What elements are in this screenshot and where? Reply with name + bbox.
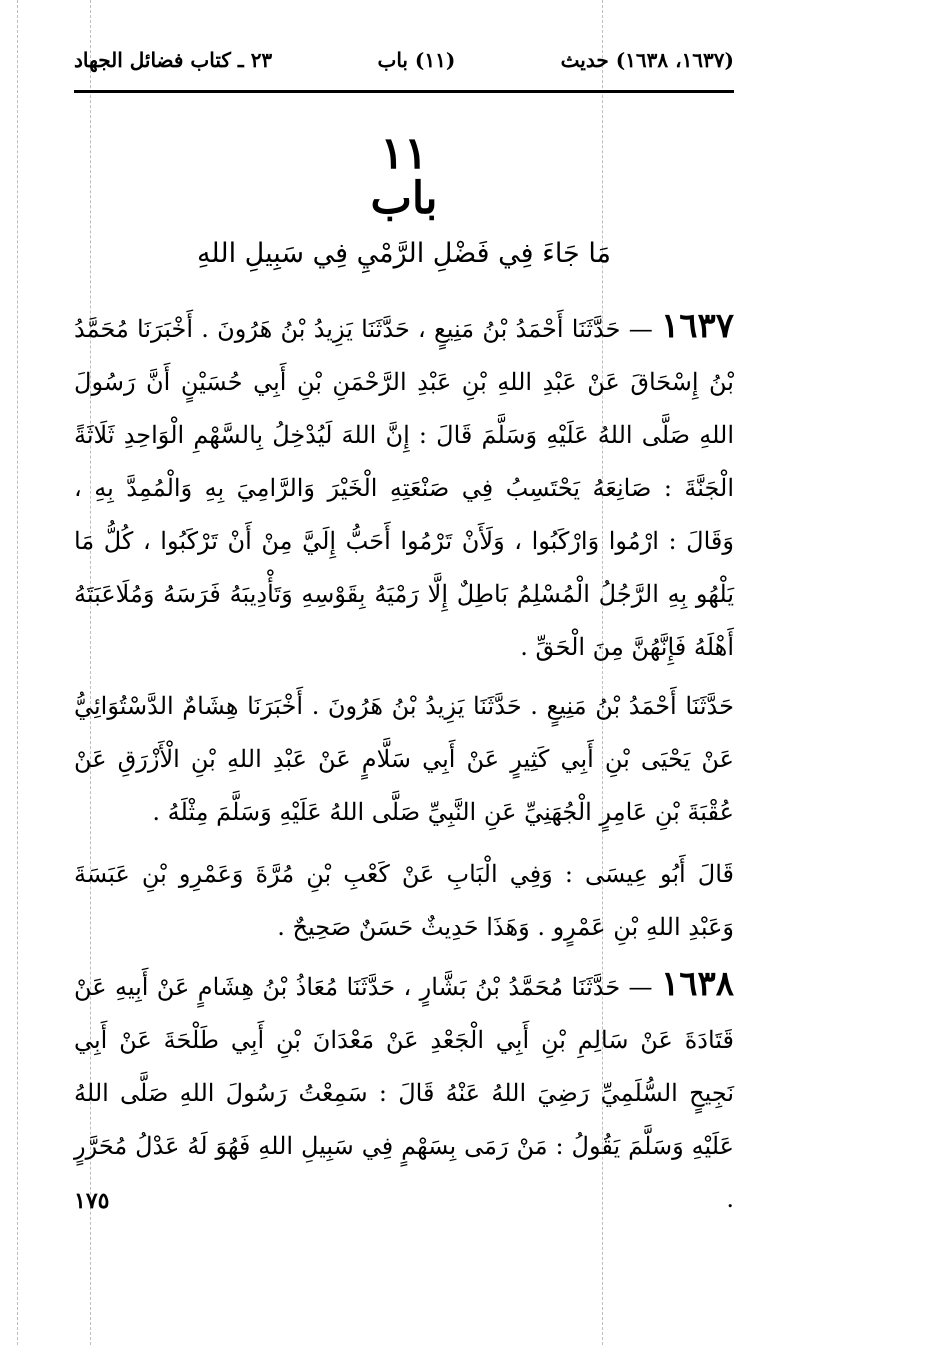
chapter-heading: باب (370, 173, 438, 224)
header-book-title: ٢٣ ـ كتاب فضائل الجهاد (74, 48, 273, 72)
chain-paragraph: حَدَّثَنَا أَحْمَدُ بْنُ مَنِيعٍ . حَدَّثَنَا يَزِيدُ بْنُ هَرُونَ . أَخْبَرَنَا هِشَامٌ الدَّسْتُوَائِيُّ عَنْ يَحْيَى بْنِ أَبِي كَثِيرٍ عَنْ أَبِي سَلَّامٍ عَنْ عَبْدِ اللهِ بْنِ الْأَزْرَقِ عَنْ عُقْبَةَ بْنِ عَامِرٍ الْجُهَنِيِّ عَنِ النَّبِيِّ صَلَّى اللهُ عَلَيْهِ وَسَلَّمَ مِثْلَهُ . (74, 692, 734, 826)
book-page (74, 0, 734, 1345)
hadith-number: ١٦٣٨ (660, 964, 734, 1004)
hadith-paragraph (74, 958, 734, 1226)
hadith-paragraph (74, 300, 734, 674)
chapter-number: ١١ (380, 128, 428, 179)
header-hadith-range: (١٦٣٧، ١٦٣٨) حديث (560, 48, 734, 72)
page-number: ١٧٥ (74, 1188, 110, 1214)
chapter-title: مَا جَاءَ فِي فَضْلِ الرَّمْيِ فِي سَبِيلِ اللهِ (196, 238, 612, 269)
header-chapter: (١١) باب (377, 48, 456, 72)
hadith-text: — حَدَّثَنَا مُحَمَّدُ بْنُ بَشَّارٍ ، حَدَّثَنَا مُعَاذُ بْنُ هِشَامٍ عَنْ أَبِيهِ عَنْ قَتَادَةَ عَنْ سَالِمِ بْنِ أَبِي الْجَعْدِ عَنْ مَعْدَانَ بْنِ أَبِي طَلْحَةَ عَنْ أَبِي نَجِيحٍ السُّلَمِيِّ رَضِيَ اللهُ عَنْهُ قَالَ : سَمِعْتُ رَسُولَ اللهِ صَلَّى اللهُ عَلَيْهِ وَسَلَّمَ يَقُولُ : مَنْ رَمَى بِسَهْمٍ فِي سَبِيلِ اللهِ فَهُوَ لَهُ عَدْلُ مُحَرَّرٍ . (74, 973, 734, 1213)
hadith-number: ١٦٣٧ (660, 306, 734, 346)
running-header (74, 40, 734, 80)
commentary-paragraph: قَالَ أَبُو عِيسَى : وَفِي الْبَابِ عَنْ كَعْبِ بْنِ مُرَّةَ وَعَمْرِو بْنِ عَبَسَةَ وَعَبْدِ اللهِ بْنِ عَمْرٍو . وَهَذَا حَدِيثٌ حَسَنٌ صَحِيحٌ . (74, 860, 734, 941)
header-rule (74, 90, 734, 93)
scan-guide-line (17, 0, 18, 1345)
hadith-text: — حَدَّثَنَا أَحْمَدُ بْنُ مَنِيعٍ ، حَدَّثَنَا يَزِيدُ بْنُ هَرُونَ . أَخْبَرَنَا مُحَمَّدُ بْنُ إِسْحَاقَ عَنْ عَبْدِ اللهِ بْنِ عَبْدِ الرَّحْمَنِ بْنِ أَبِي حُسَيْنٍ أَنَّ رَسُولَ اللهِ صَلَّى اللهُ عَلَيْهِ وَسَلَّمَ قَالَ : إِنَّ اللهَ لَيُدْخِلُ بِالسَّهْمِ الْوَاحِدِ ثَلَاثَةً الْجَنَّةَ : صَانِعَهُ يَحْتَسِبُ فِي صَنْعَتِهِ الْخَيْرَ وَالرَّامِيَ بِهِ وَالْمُمِدَّ بِهِ ، وَقَالَ : ارْمُوا وَارْكَبُوا ، وَلَأَنْ تَرْمُوا أَحَبُّ إِلَيَّ مِنْ أَنْ تَرْكَبُوا ، كُلُّ مَا يَلْهُو بِهِ الرَّجُلُ الْمُسْلِمُ بَاطِلٌ إِلَّا رَمْيَهُ بِقَوْسِهِ وَتَأْدِيبَهُ فَرَسَهُ وَمُلَاعَبَتَهُ أَهْلَهُ فَإِنَّهُنَّ مِنَ الْحَقِّ . (74, 315, 734, 661)
